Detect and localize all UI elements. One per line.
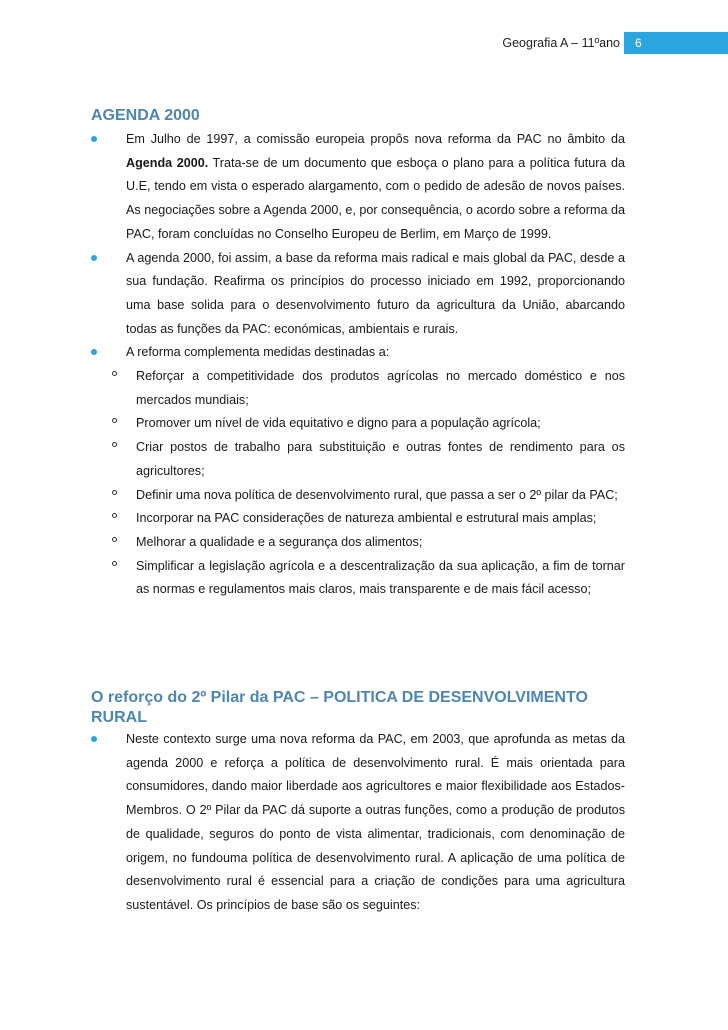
bullet-icon	[91, 736, 97, 742]
sub-list-item	[91, 412, 625, 436]
section-heading: AGENDA 2000	[91, 107, 200, 124]
paragraph	[126, 128, 625, 247]
circle-bullet-icon	[112, 537, 117, 542]
bullet-list	[91, 128, 625, 602]
sub-item-text: Promover um nível de vida equitativo e digno para a população agrícola;	[136, 416, 541, 431]
sub-item-text: Melhorar a qualidade e a segurança dos alimentos;	[136, 534, 423, 549]
sub-list-item	[91, 507, 625, 531]
circle-bullet-icon	[112, 561, 117, 566]
bullet-icon	[91, 255, 97, 261]
sub-item-text: Incorporar na PAC considerações de natureza ambiental e estrutural mais amplas;	[136, 511, 597, 526]
bullet-icon	[91, 136, 97, 142]
sub-list	[91, 365, 625, 602]
text-run: Trata-se de um documento que esboça o plano para a política futura da U.E, tendo em vista o esperado alargamento, com o pedido de adesão de novos países. As negociações sobre a Agenda 2000, e, por consequência, o acordo sobre a reforma da PAC, foram concluídas no Conselho Europeu de Berlim, em Março de 1999.	[126, 155, 625, 241]
page-number-badge	[624, 32, 728, 54]
list-item	[91, 128, 625, 247]
section-second-pillar	[91, 688, 625, 918]
bullet-icon	[91, 349, 97, 355]
text-run: Em Julho de 1997, a comissão europeia propôs nova reforma da PAC no âmbito da	[126, 132, 625, 146]
document-title: Geografia A – 11ºano	[502, 36, 620, 50]
sub-list-item	[91, 484, 625, 508]
paragraph: A reforma complementa medidas destinadas a:	[126, 345, 390, 360]
page-number: 6	[635, 36, 642, 50]
circle-bullet-icon	[112, 513, 117, 518]
sub-item-text: Criar postos de trabalho para substituição e outras fontes de rendimento para os agricultores;	[136, 440, 625, 478]
sub-item-text: Reforçar a competitividade dos produtos agrícolas no mercado doméstico e nos mercados mundiais;	[136, 369, 625, 407]
sub-list-item	[91, 365, 625, 412]
sub-item-text: Simplificar a legislação agrícola e a descentralização da sua aplicação, a fim de tornar as normas e regulamentos mais claros, mais transparente e de mais fácil acesso;	[136, 558, 625, 597]
sub-item-text: Definir uma nova política de desenvolvimento rural, que passa a ser o 2º pilar da PAC;	[136, 487, 618, 502]
paragraph: Neste contexto surge uma nova reforma da PAC, em 2003, que aprofunda as metas da agenda 2000 e reforça a política de desenvolvimento rural. É mais orientada para consumidores, dando maior liberdade aos agricultores e maior flexibilidade aos Estados-Membros. O 2º Pilar da PAC dá suporte a outras funções, como a produção de produtos de qualidade, seguros do ponto de vista alimentar, tradicionais, com denominação de origem, no fundouma política de desenvolvimento rural. A aplicação de uma política de desenvolvimento rural é essencial para a criação de condições para uma agricultura sustentável. Os princípios de base são os seguintes:	[126, 732, 625, 912]
sub-list-item	[91, 436, 625, 483]
circle-bullet-icon	[112, 418, 117, 423]
circle-bullet-icon	[112, 490, 117, 495]
sub-list-item	[91, 531, 625, 555]
list-item	[91, 341, 625, 602]
circle-bullet-icon	[112, 442, 117, 447]
bullet-list	[91, 728, 625, 918]
list-item	[91, 728, 625, 918]
section-heading: O reforço do 2º Pilar da PAC – POLITICA DE DESENVOLVIMENTO RURAL	[91, 689, 588, 726]
paragraph: A agenda 2000, foi assim, a base da reforma mais radical e mais global da PAC, desde a sua fundação. Reafirma os princípios do processo iniciado em 1992, proporcionando uma base solida para o desenvolvimento futuro da agricultura da União, abarcando todas as funções da PAC: económicas, ambientais e rurais.	[126, 250, 625, 336]
bold-text: Agenda 2000.	[126, 155, 209, 170]
sub-list-item	[91, 555, 625, 602]
circle-bullet-icon	[112, 371, 117, 376]
section-agenda-2000	[91, 106, 625, 602]
list-item	[91, 247, 625, 342]
